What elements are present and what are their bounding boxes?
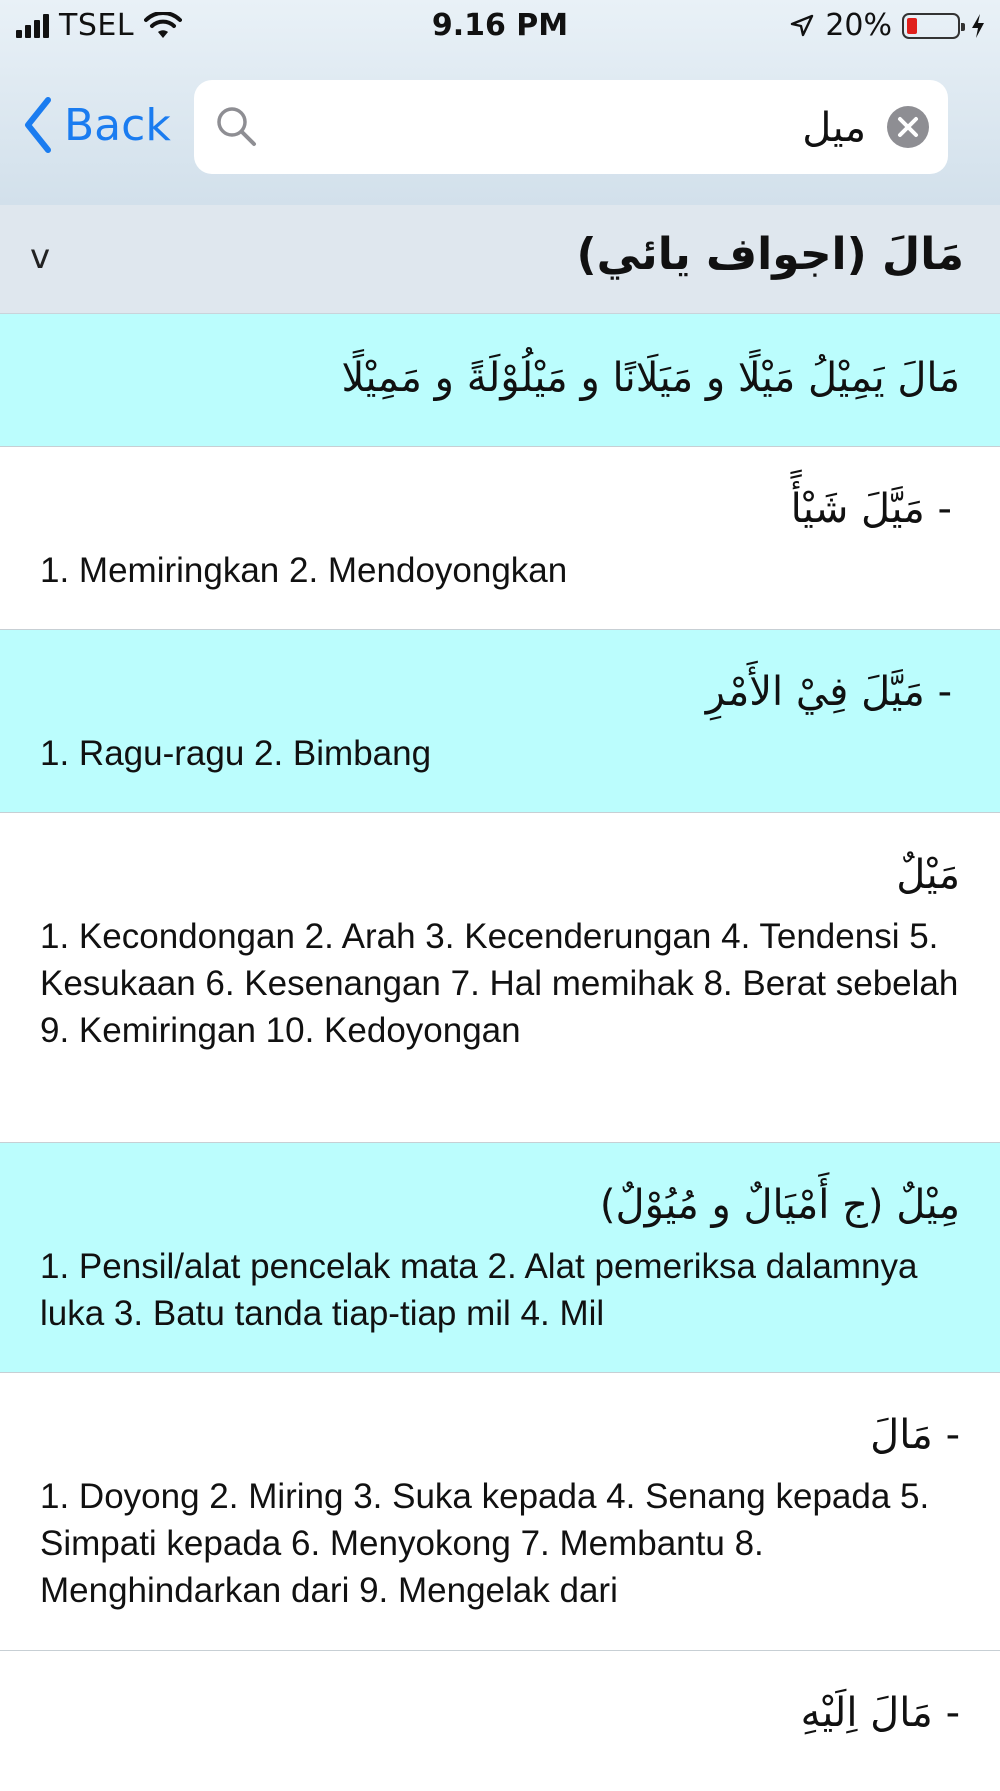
battery-percent: 20% <box>825 8 892 43</box>
entry-arabic: مَيْلٌ <box>896 852 960 898</box>
search-input[interactable] <box>274 90 868 166</box>
entry-meaning: 1. Doyong 2. Miring 3. Suka kepada 4. Senang kepada 5. Simpati kepada 6. Menyokong 7. Membantu 8. Menghindarkan dari 9. Mengelak dari <box>40 1477 930 1610</box>
back-button[interactable] <box>20 94 171 156</box>
entry-list <box>0 314 1000 1791</box>
entry-arabic: مَالَ يَمِيْلُ مَيْلًا و مَيَلَانًا و مَيْلُوْلَةً و مَمِيْلًا <box>341 355 960 401</box>
section-title: مَالَ (اجواف يائي) <box>576 229 964 280</box>
entry-meaning: 1. Memiringkan 2. Mendoyongkan <box>40 551 568 590</box>
back-label: Back <box>64 99 171 151</box>
battery-level <box>907 18 917 34</box>
chevron-left-icon <box>20 94 56 156</box>
entry-row[interactable] <box>0 1143 1000 1373</box>
status-bar <box>0 0 1000 56</box>
clock: 9.16 PM <box>431 8 569 43</box>
carrier-name: TSEL <box>59 8 135 43</box>
entry-meaning: 1. Ragu-ragu 2. Bimbang <box>40 734 432 773</box>
entry-arabic: - مَيَّلَ شَيْأً <box>790 486 952 532</box>
top-bar <box>0 0 1000 206</box>
entry-arabic: مِيْلٌ (ج أَمْيَالٌ و مُيُوْلٌ) <box>599 1182 960 1228</box>
battery-icon <box>902 13 960 39</box>
entry-row[interactable] <box>0 1373 1000 1651</box>
entry-meaning: 1. Pensil/alat pencelak mata 2. Alat pemeriksa dalamnya luka 3. Batu tanda tiap-tiap mil 4. Mil <box>40 1247 918 1333</box>
location-arrow-icon <box>789 13 815 39</box>
search-icon <box>214 104 258 148</box>
entry-arabic: - مَيَّلَ فِيْ الأَمْرِ <box>705 669 952 715</box>
entry-arabic: - مَالَ <box>870 1412 960 1458</box>
entry-row[interactable] <box>0 1651 1000 1791</box>
entry-row[interactable] <box>0 813 1000 1143</box>
section-header[interactable] <box>0 205 1000 314</box>
status-right <box>789 8 986 43</box>
charging-bolt-icon <box>970 13 986 39</box>
navigation-bar <box>0 56 1000 204</box>
entry-meaning: 1. Kecondongan 2. Arah 3. Kecenderungan 4. Tendensi 5. Kesukaan 6. Kesenangan 7. Hal memihak 8. Berat sebelah 9. Kemiringan 10. Kedoyongan <box>40 917 959 1050</box>
entry-arabic: - مَالَ اِلَيْهِ <box>800 1690 960 1736</box>
search-bar[interactable] <box>194 80 948 174</box>
entry-row[interactable] <box>0 630 1000 813</box>
entry-row[interactable] <box>0 447 1000 630</box>
clear-search-icon[interactable] <box>886 105 930 149</box>
entry-row[interactable] <box>0 314 1000 447</box>
section-collapse-toggle[interactable]: v <box>30 237 51 277</box>
